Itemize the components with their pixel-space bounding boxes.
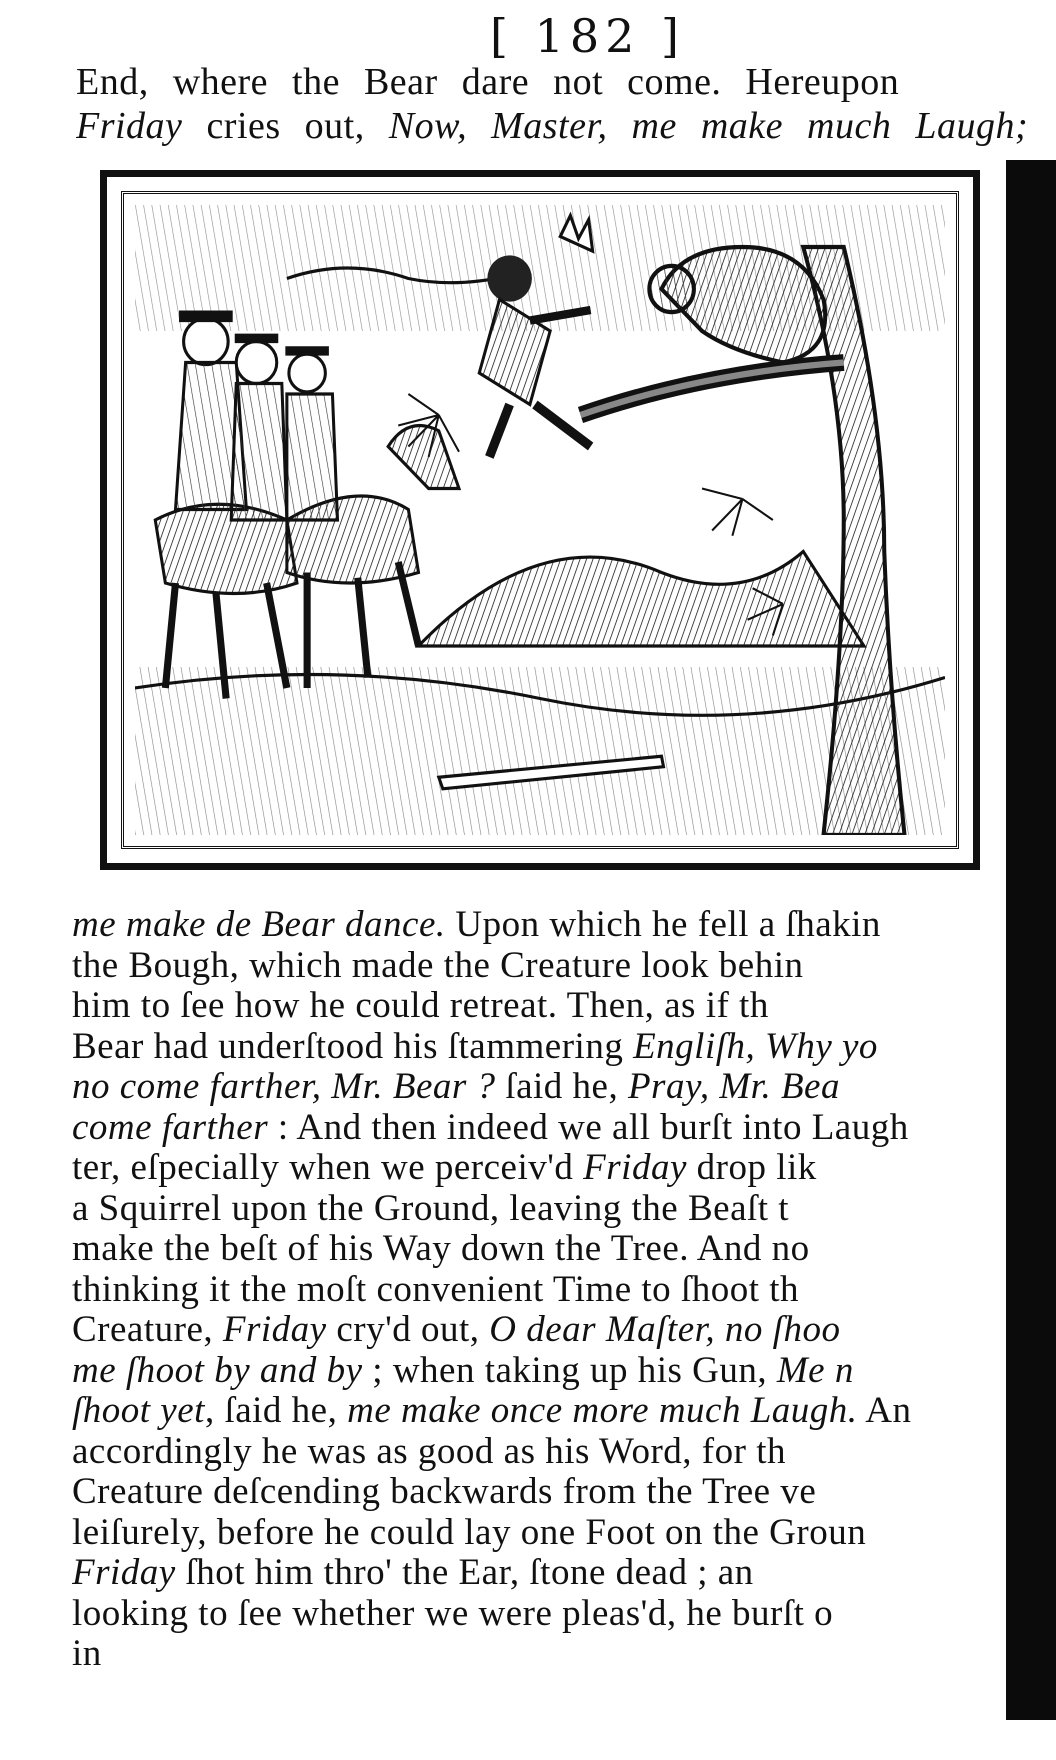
text-run: him to ſee how he could retreat. Then, as if th — [72, 986, 769, 1026]
italic-run: come farther — [72, 1107, 269, 1148]
text-run: ter, eſpecially when we perceiv'd — [72, 1148, 584, 1188]
text-run: Upon which he fell a ſhakin — [445, 905, 881, 945]
text-run: make the beſt of his Way down the Tree. And no — [72, 1229, 810, 1269]
text-run: a Squirrel upon the Ground, leaving the Beaſt t — [72, 1188, 790, 1229]
body-line — [72, 1472, 1034, 1513]
body-line — [72, 1553, 1034, 1594]
italic-run: no come farther, Mr. Bear ? — [72, 1067, 496, 1107]
text-run: in — [72, 1634, 102, 1674]
text-run: cry'd out, — [326, 1310, 490, 1350]
text-run: the Bough, which made the Creature look behin — [72, 945, 804, 986]
italic-run: Friday — [76, 105, 183, 147]
body-line — [72, 946, 1034, 987]
body-line — [72, 986, 1034, 1027]
body-line — [72, 1108, 1034, 1149]
italic-run: Friday — [72, 1553, 176, 1593]
body-line — [72, 1189, 1034, 1230]
text-run: accordingly he was as good as his Word, for th — [72, 1431, 786, 1472]
text-run: ſaid he, — [495, 1067, 628, 1107]
text-run: Creature, — [72, 1310, 223, 1350]
text-run: : And then indeed we all burſt into Laugh — [268, 1107, 909, 1148]
woodcut-illustration — [100, 170, 980, 870]
text-run: An — [857, 1391, 912, 1431]
italic-run: Me n — [776, 1350, 854, 1391]
text-run: looking to ſee whether we were pleas'd, he burſt o — [72, 1593, 834, 1634]
text-run: drop lik — [686, 1148, 817, 1188]
text-run: End, where the Bear dare not come. Hereupon — [76, 61, 900, 103]
italic-run: Engliſh, Why yo — [633, 1026, 878, 1067]
text-run: cries out, — [182, 105, 389, 147]
body-line — [72, 1067, 1034, 1108]
body-line — [72, 1027, 1034, 1068]
italic-run: Now, Master, me make much Laugh; — [388, 105, 1029, 147]
italic-run: ſhoot yet — [72, 1391, 205, 1431]
body-line — [72, 1634, 1034, 1675]
italic-run: me make de Bear dance. — [72, 905, 446, 945]
page-edge-shadow — [1006, 160, 1056, 1720]
header-line-2 — [76, 104, 1036, 148]
italic-run: Friday — [222, 1310, 327, 1350]
body-line — [72, 1270, 1034, 1311]
body-line — [72, 905, 1034, 946]
body-text — [72, 905, 1034, 1675]
text-run: leiſurely, before he could lay one Foot on the Groun — [72, 1512, 867, 1553]
page-number: [ 182 ] — [490, 9, 685, 63]
text-run: Bear had underſtood his ſtammering — [72, 1026, 634, 1067]
text-run: thinking it the moſt convenient Time to ſhoot th — [72, 1269, 799, 1310]
body-line — [72, 1432, 1034, 1473]
body-line — [72, 1148, 1034, 1189]
woodcut-friday-bear-tree-icon — [135, 205, 945, 835]
italic-run: me make once more much Laugh. — [347, 1391, 858, 1431]
text-run: ; when taking up his Gun, — [362, 1350, 777, 1391]
italic-run: Pray, Mr. Bea — [627, 1067, 840, 1107]
text-run: ſhot him thro' the Ear, ſtone dead ; an — [175, 1553, 754, 1593]
body-line — [72, 1513, 1034, 1554]
header-line-1 — [76, 60, 1036, 104]
body-line — [72, 1391, 1034, 1432]
text-run: , ſaid he, — [204, 1391, 348, 1431]
italic-run: Friday — [583, 1148, 687, 1188]
body-line — [72, 1351, 1034, 1392]
italic-run: me ſhoot by and by — [72, 1350, 363, 1391]
body-line — [72, 1310, 1034, 1351]
body-line — [72, 1229, 1034, 1270]
text-run: Creature deſcending backwards from the Tree ve — [72, 1472, 817, 1512]
body-line — [72, 1594, 1034, 1635]
italic-run: O dear Maſter, no ſhoo — [489, 1310, 841, 1350]
